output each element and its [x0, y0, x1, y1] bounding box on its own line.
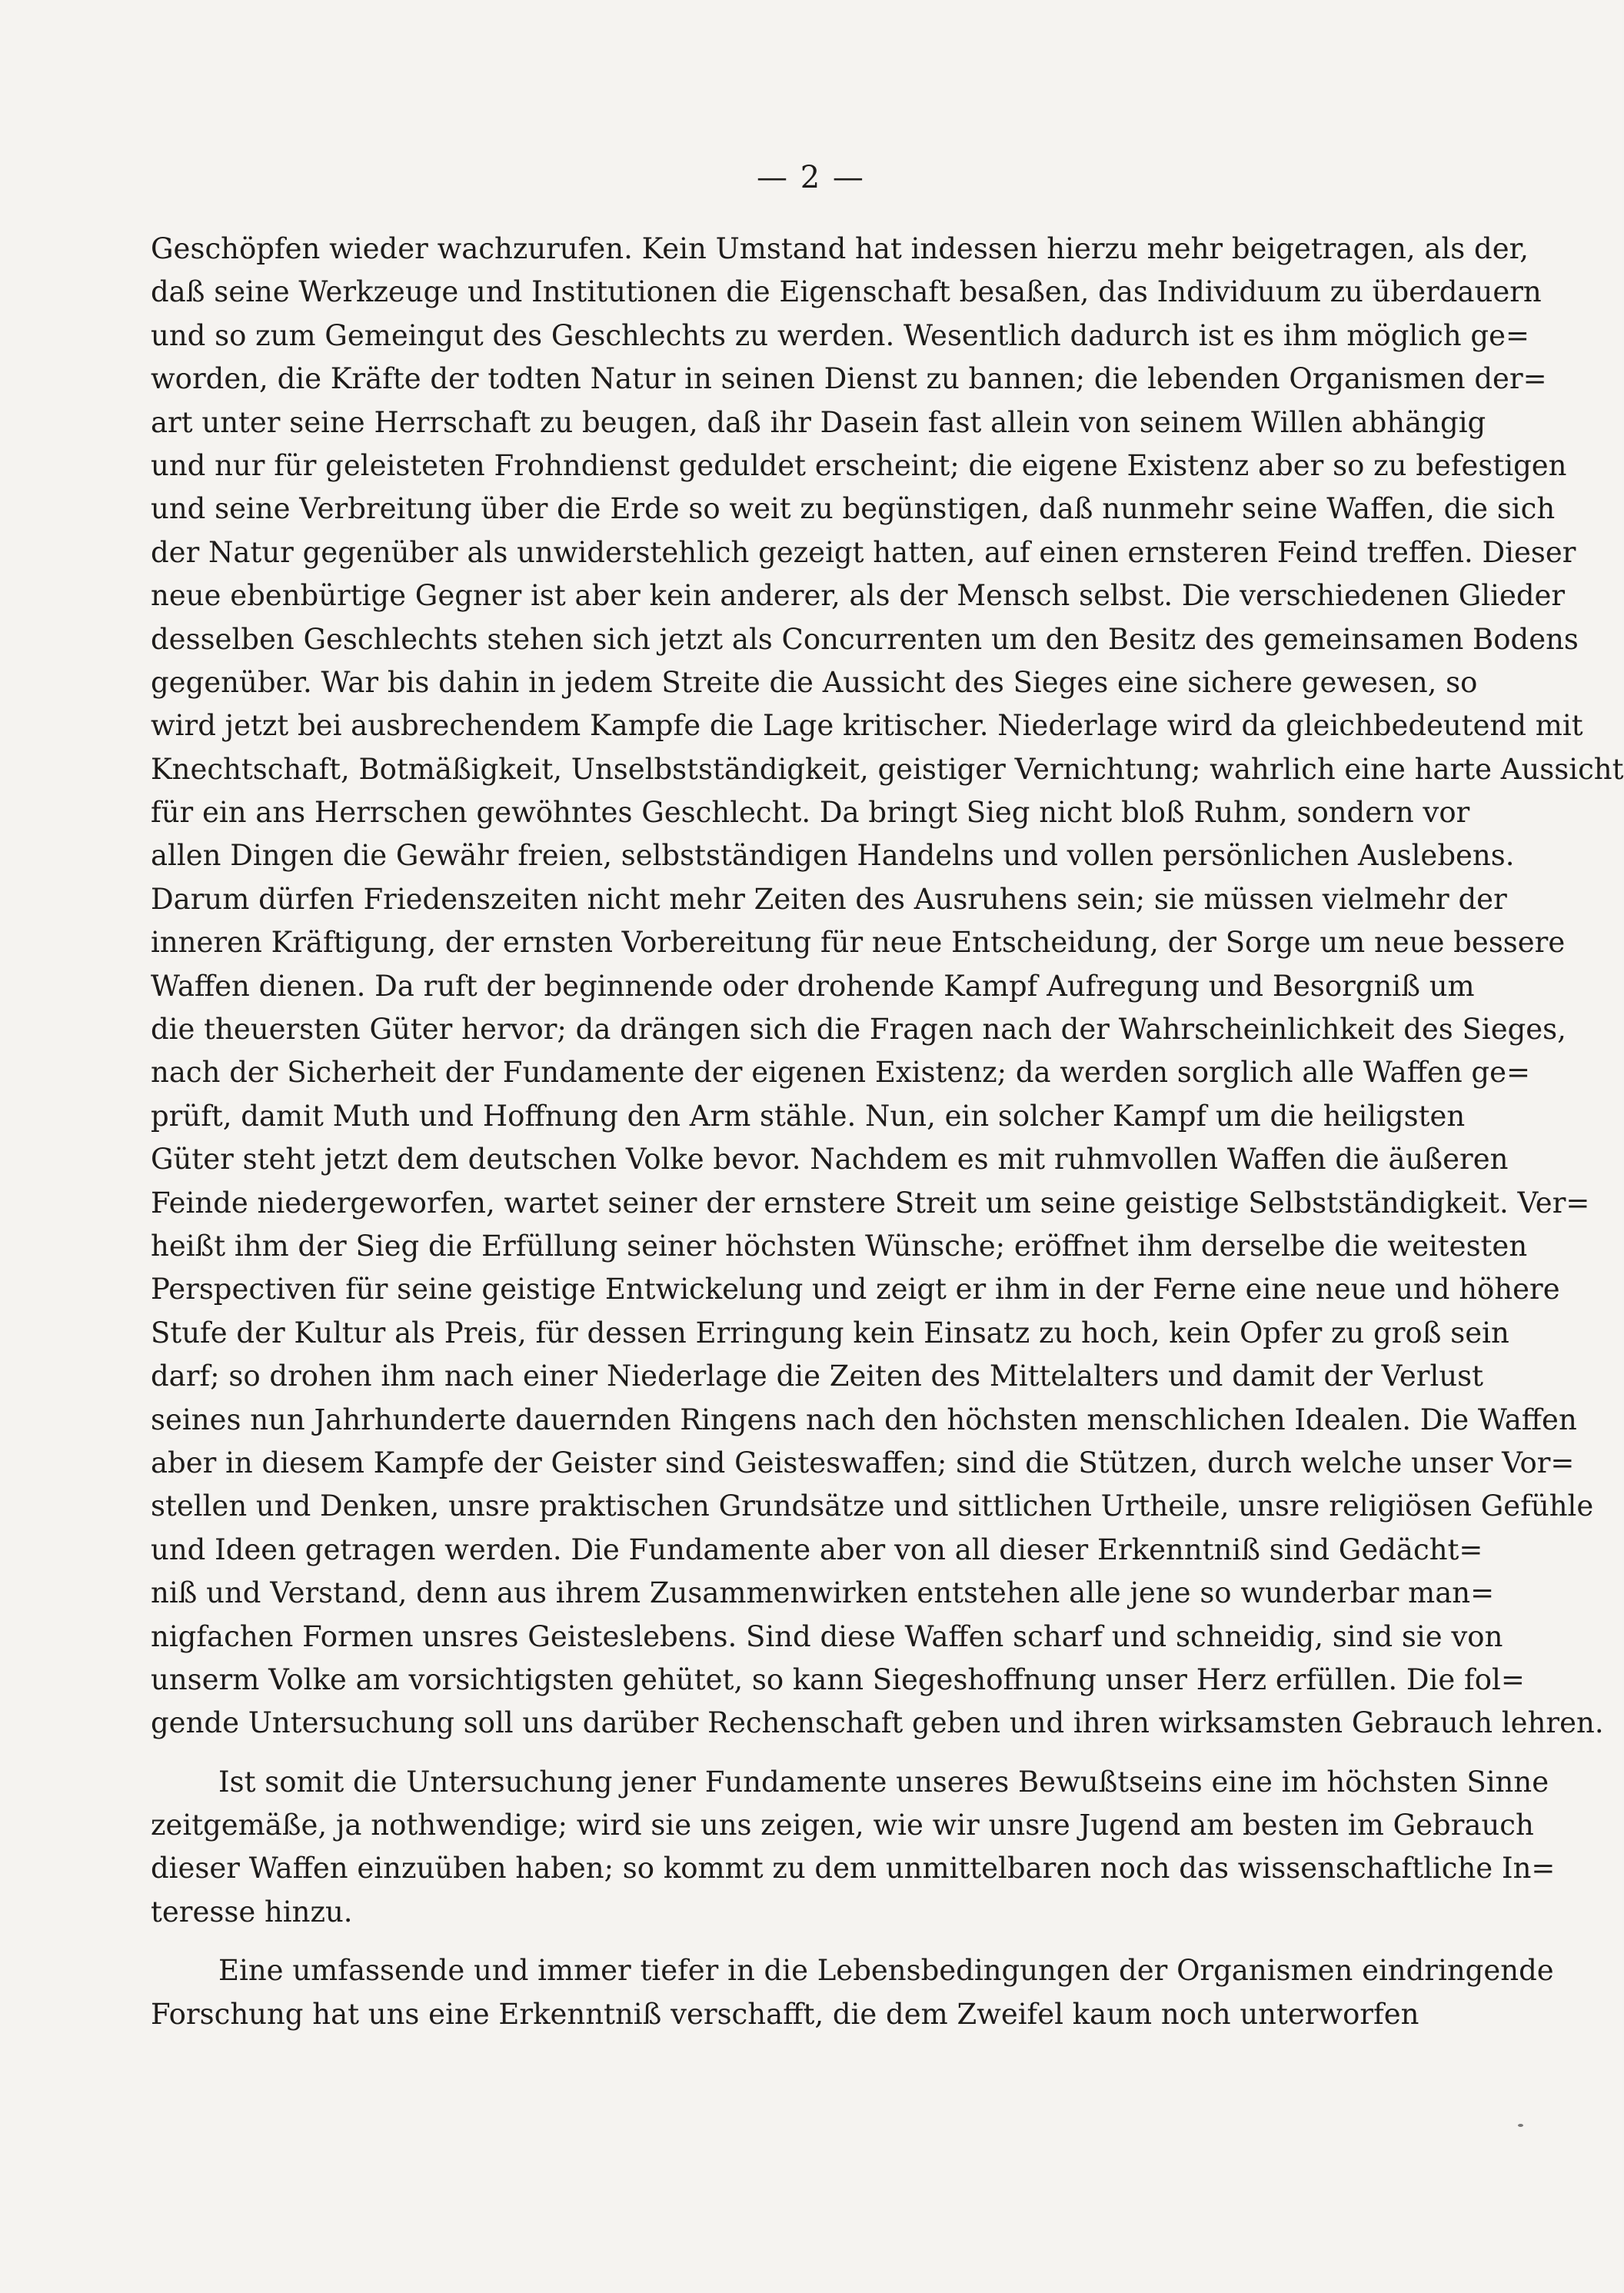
scan-speck — [1518, 2124, 1523, 2127]
text-line: Geschöpfen wieder wachzurufen. Kein Umstand hat indessen hierzu mehr beigetragen, als der, — [151, 232, 1529, 265]
text-line: inneren Kräftigung, der ernsten Vorbereitung für neue Entscheidung, der Sorge um neue bessere — [151, 926, 1566, 960]
paragraph — [151, 1949, 1554, 2036]
text-line: wird jetzt bei ausbrechendem Kampfe die Lage kritischer. Niederlage wird da gleichbedeutend mit — [151, 709, 1583, 743]
text-line: und nur für geleisteten Frohndienst geduldet erscheint; die eigene Existenz aber so zu befestigen — [151, 448, 1567, 482]
text-line: nigfachen Formen unsres Geisteslebens. Sind diese Waffen scharf und schneidig, sind sie von — [151, 1619, 1503, 1653]
text-line: teresse hinzu. — [151, 1895, 353, 1929]
text-line: und so zum Gemeingut des Geschlechts zu werden. Wesentlich dadurch ist es ihm möglich ge= — [151, 318, 1529, 352]
text-line: Perspectiven für seine geistige Entwickelung und zeigt er ihm in der Ferne eine neue und höhere — [151, 1273, 1560, 1306]
page-number: — 2 — — [757, 160, 865, 195]
paragraph — [151, 1761, 1556, 1935]
body-text — [151, 228, 1624, 2036]
text-line: für ein ans Herrschen gewöhntes Geschlecht. Da bringt Sieg nicht bloß Ruhm, sondern vor — [151, 796, 1470, 830]
text-line: Stufe der Kultur als Preis, für dessen Erringung kein Einsatz zu hoch, kein Opfer zu groß sein — [151, 1316, 1509, 1350]
text-line: Eine umfassende und immer tiefer in die Lebensbedingungen der Organismen eindringende — [218, 1954, 1554, 1988]
text-line: gegenüber. War bis dahin in jedem Streite die Aussicht des Sieges eine sichere gewesen, so — [151, 665, 1478, 699]
text-line: nach der Sicherheit der Fundamente der eigenen Existenz; da werden sorglich alle Waffen ge= — [151, 1056, 1531, 1090]
text-line: seines nun Jahrhunderte dauernden Ringens nach den höchsten menschlichen Idealen. Die Waffen — [151, 1403, 1577, 1436]
text-line: Feinde niedergeworfen, wartet seiner der ernstere Streit um seine geistige Selbstständigkeit. Ver= — [151, 1186, 1590, 1220]
paragraph-gap — [151, 1934, 1446, 1949]
text-line: und Ideen getragen werden. Die Fundamente aber von all dieser Erkenntniß sind Gedächt= — [151, 1533, 1483, 1566]
text-line: Knechtschaft, Botmäßigkeit, Unselbstständigkeit, geistiger Vernichtung; wahrlich eine harte Aussicht — [151, 752, 1624, 786]
text-line: prüft, damit Muth und Hoffnung den Arm stähle. Nun, ein solcher Kampf um die heiligsten — [151, 1099, 1466, 1133]
text-line: neue ebenbürtige Gegner ist aber kein anderer, als der Mensch selbst. Die verschiedenen Glieder — [151, 579, 1566, 613]
text-line: art unter seine Herrschaft zu beugen, daß ihr Dasein fast allein von seinem Willen abhängig — [151, 405, 1486, 439]
text-line: stellen und Denken, unsre praktischen Grundsätze und sittlichen Urtheile, unsre religiösen Gefühle — [151, 1489, 1594, 1523]
text-line: niß und Verstand, denn aus ihrem Zusammenwirken entstehen alle jene so wunderbar man= — [151, 1576, 1495, 1610]
text-line: darf; so drohen ihm nach einer Niederlage die Zeiten des Mittelalters und damit der Verlust — [151, 1359, 1484, 1393]
text-line: Darum dürfen Friedenszeiten nicht mehr Zeiten des Ausruhens sein; sie müssen vielmehr der — [151, 882, 1507, 916]
text-line: zeitgemäße, ja nothwendige; wird sie uns zeigen, wie wir unsre Jugend am besten im Gebrauch — [151, 1809, 1534, 1842]
text-line: heißt ihm der Sieg die Erfüllung seiner höchsten Wünsche; eröffnet ihm derselbe die weitesten — [151, 1229, 1528, 1263]
text-line: Güter steht jetzt dem deutschen Volke bevor. Nachdem es mit ruhmvollen Waffen die äußeren — [151, 1143, 1509, 1176]
text-line: aber in diesem Kampfe der Geister sind Geisteswaffen; sind die Stützen, durch welche unser Vor= — [151, 1446, 1575, 1479]
paragraph-gap — [151, 1746, 1446, 1761]
text-line: Waffen dienen. Da ruft der beginnende oder drohende Kampf Aufregung und Besorgniß um — [151, 969, 1475, 1003]
text-line: dieser Waffen einzuüben haben; so kommt zu dem unmittelbaren noch das wissenschaftliche In= — [151, 1852, 1556, 1885]
text-line: die theuersten Güter hervor; da drängen sich die Fragen nach der Wahrscheinlichkeit des Sieges, — [151, 1013, 1566, 1047]
text-line: unserm Volke am vorsichtigsten gehütet, so kann Siegeshoffnung unser Herz erfüllen. Die fol= — [151, 1662, 1525, 1696]
text-line: und seine Verbreitung über die Erde so weit zu begünstigen, daß nunmehr seine Waffen, die sich — [151, 492, 1556, 526]
text-line: desselben Geschlechts stehen sich jetzt als Concurrenten um den Besitz des gemeinsamen Bodens — [151, 622, 1579, 656]
text-line: Ist somit die Untersuchung jener Fundamente unseres Bewußtseins eine im höchsten Sinne — [218, 1765, 1549, 1799]
text-line: worden, die Kräfte der todten Natur in seinen Dienst zu bannen; die lebenden Organismen der= — [151, 362, 1547, 396]
text-line: gende Untersuchung soll uns darüber Rechenschaft geben und ihren wirksamsten Gebrauch lehren. — [151, 1706, 1604, 1740]
text-line: allen Dingen die Gewähr freien, selbstständigen Handelns und vollen persönlichen Auslebens. — [151, 839, 1515, 873]
paragraph — [151, 228, 1624, 1746]
text-line: daß seine Werkzeuge und Institutionen die Eigenschaft besaßen, das Individuum zu überdauern — [151, 275, 1542, 309]
text-line: der Natur gegenüber als unwiderstehlich gezeigt hatten, auf einen ernsteren Feind treffen. Dieser — [151, 535, 1576, 569]
text-line: Forschung hat uns eine Erkenntniß verschafft, die dem Zweifel kaum noch unterworfen — [151, 1997, 1419, 2031]
